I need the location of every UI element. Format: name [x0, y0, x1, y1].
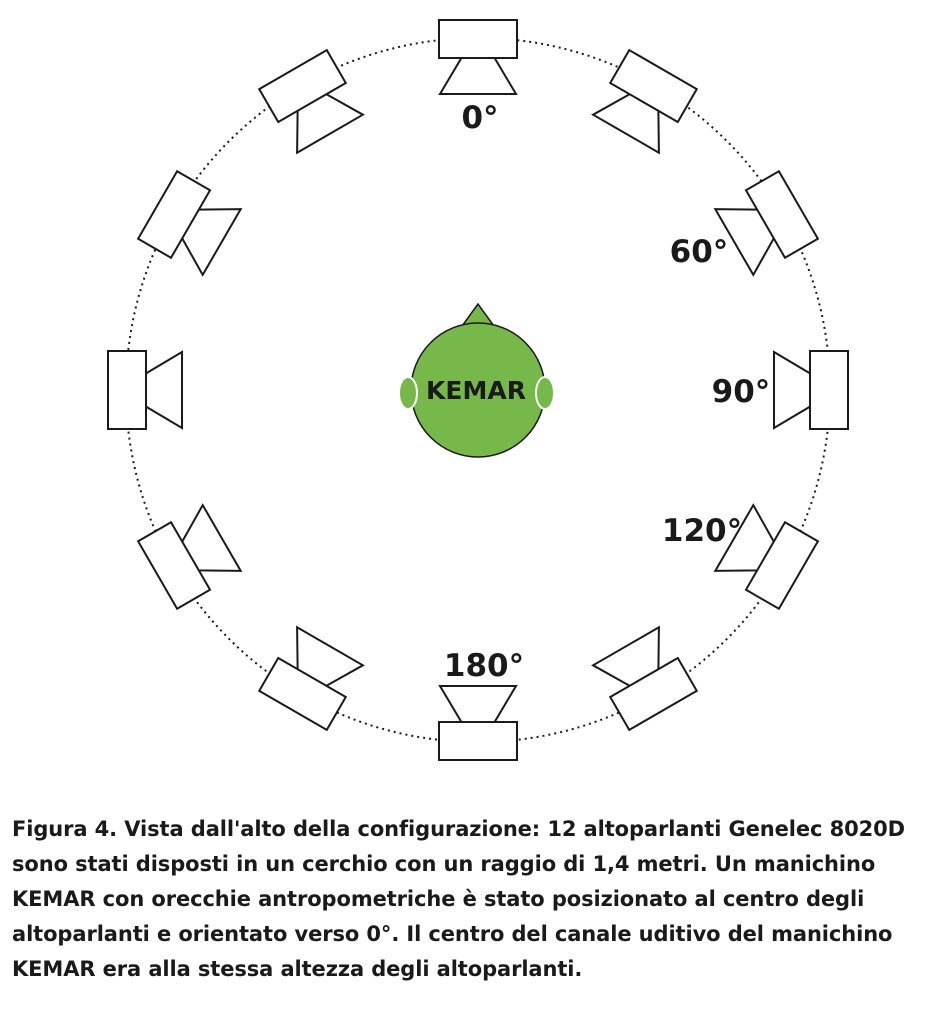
left-ear — [399, 377, 417, 409]
speaker-180 — [439, 686, 517, 760]
speaker-270 — [108, 351, 182, 429]
angle-label-0: 0° — [461, 100, 499, 136]
angle-label-180: 180° — [443, 648, 525, 684]
speaker-330 — [259, 50, 364, 153]
kemar-head — [399, 304, 554, 457]
speaker-210 — [259, 627, 364, 730]
speaker-horn — [145, 352, 182, 428]
speaker-90 — [774, 351, 848, 429]
right-ear — [536, 377, 554, 409]
angle-label-60: 60° — [669, 234, 729, 270]
speaker-horn — [774, 352, 811, 428]
speaker-240 — [138, 504, 241, 609]
speaker-cabinet — [439, 20, 517, 58]
figure-caption: Figura 4. Vista dall'alto della configurazione: 12 altoparlanti Genelec 8020D sono stati disposti in un cerchio con un raggio di 1,4 metri. Un manichino KEMAR con orecchie antropometriche è stato posizionato al centro degli altoparlanti e orientato verso 0°. Il centro del canale uditivo del manichino KEMAR era alla stessa altezza degli altoparlanti. — [12, 817, 905, 981]
speaker-0 — [439, 20, 517, 94]
speaker-cabinet — [810, 351, 848, 429]
angle-label-90: 90° — [711, 374, 771, 410]
speaker-cabinet — [439, 722, 517, 760]
angle-label-120: 120° — [661, 513, 743, 549]
speaker-cabinet — [108, 351, 146, 429]
speaker-300 — [138, 171, 241, 276]
head-label: KEMAR — [426, 376, 526, 405]
speaker-30 — [592, 50, 697, 153]
speaker-60 — [715, 171, 818, 276]
speaker-150 — [592, 627, 697, 730]
speaker-horn — [440, 57, 516, 94]
speaker-horn — [440, 686, 516, 723]
